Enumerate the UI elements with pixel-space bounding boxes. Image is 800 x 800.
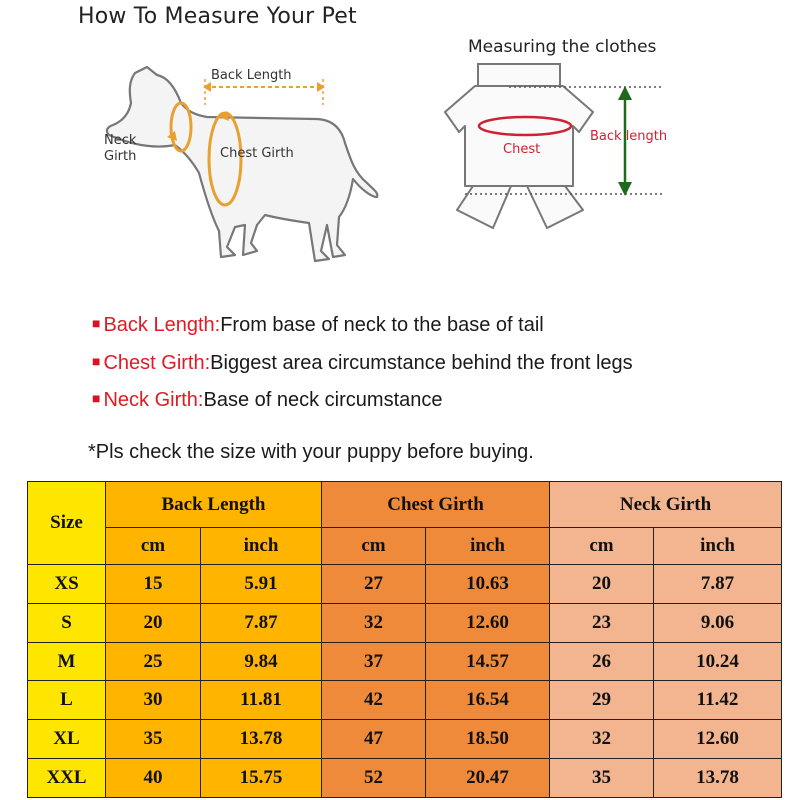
table-cell: 11.42 [654,681,782,720]
table-cell: 15 [106,565,201,604]
unit-header: inch [426,528,550,565]
bullet-icon: ■ [92,390,101,406]
table-cell: 52 [322,759,426,798]
definition-term: Back Length: [103,314,221,336]
table-cell: 7.87 [654,565,782,604]
definition-chest-girth [92,352,633,375]
pet-clothes-icon [435,60,675,240]
definition-text: From base of neck to the base of tail [220,314,544,336]
definition-text: Base of neck circumstance [203,389,443,411]
unit-header: inch [201,528,322,565]
size-cell: XXL [28,759,106,798]
table-cell: 16.54 [426,681,550,720]
definition-term: Neck Girth: [103,389,204,411]
table-cell: 20 [106,603,201,642]
table-cell: 37 [322,642,426,681]
size-cell: S [28,603,106,642]
clothes-back-length-label: Back length [590,129,668,144]
table-row [28,565,782,604]
table-cell: 47 [322,720,426,759]
unit-header: cm [550,528,654,565]
table-cell: 10.24 [654,642,782,681]
table-cell: 10.63 [426,565,550,604]
table-cell: 30 [106,681,201,720]
table-cell: 18.50 [426,720,550,759]
table-cell: 13.78 [654,759,782,798]
table-cell: 12.60 [654,720,782,759]
sizing-note: *Pls check the size with your puppy before buying. [88,441,534,463]
table-cell: 13.78 [201,720,322,759]
table-cell: 15.75 [201,759,322,798]
size-cell: XL [28,720,106,759]
table-cell: 20 [550,565,654,604]
table-cell: 42 [322,681,426,720]
size-header: Size [28,482,106,565]
page-title: How To Measure Your Pet [78,4,357,29]
size-chart-table [27,481,782,798]
size-cell: L [28,681,106,720]
chest-girth-header: Chest Girth [322,482,550,528]
bullet-icon: ■ [92,353,101,369]
unit-header: inch [654,528,782,565]
table-cell: 26 [550,642,654,681]
table-cell: 32 [322,603,426,642]
table-cell: 5.91 [201,565,322,604]
unit-header: cm [322,528,426,565]
bullet-icon: ■ [92,315,101,331]
back-length-header: Back Length [106,482,322,528]
chest-girth-label: Chest Girth [220,146,294,161]
table-row [28,759,782,798]
table-row [28,603,782,642]
definition-term: Chest Girth: [103,352,211,374]
table-row [28,642,782,681]
neck-girth-label-line2: Girth [104,149,137,164]
clothes-chest-label: Chest [503,142,541,157]
table-cell: 35 [550,759,654,798]
neck-girth-header: Neck Girth [550,482,782,528]
definition-back-length [92,314,544,337]
table-row [28,720,782,759]
size-cell: M [28,642,106,681]
table-cell: 29 [550,681,654,720]
table-cell: 11.81 [201,681,322,720]
unit-header: cm [106,528,201,565]
table-cell: 23 [550,603,654,642]
table-cell: 32 [550,720,654,759]
size-cell: XS [28,565,106,604]
definition-neck-girth [92,389,443,412]
table-cell: 14.57 [426,642,550,681]
table-cell: 7.87 [201,603,322,642]
back-length-label: Back Length [211,68,292,83]
table-cell: 12.60 [426,603,550,642]
clothes-diagram-title: Measuring the clothes [468,37,657,57]
table-cell: 9.06 [654,603,782,642]
table-cell: 27 [322,565,426,604]
table-cell: 40 [106,759,201,798]
table-cell: 9.84 [201,642,322,681]
definition-text: Biggest area circumstance behind the front legs [210,352,633,374]
table-cell: 25 [106,642,201,681]
neck-girth-label-line1: Neck [104,133,137,148]
table-cell: 35 [106,720,201,759]
table-cell: 20.47 [426,759,550,798]
dog-outline-icon [95,55,395,280]
table-row [28,681,782,720]
